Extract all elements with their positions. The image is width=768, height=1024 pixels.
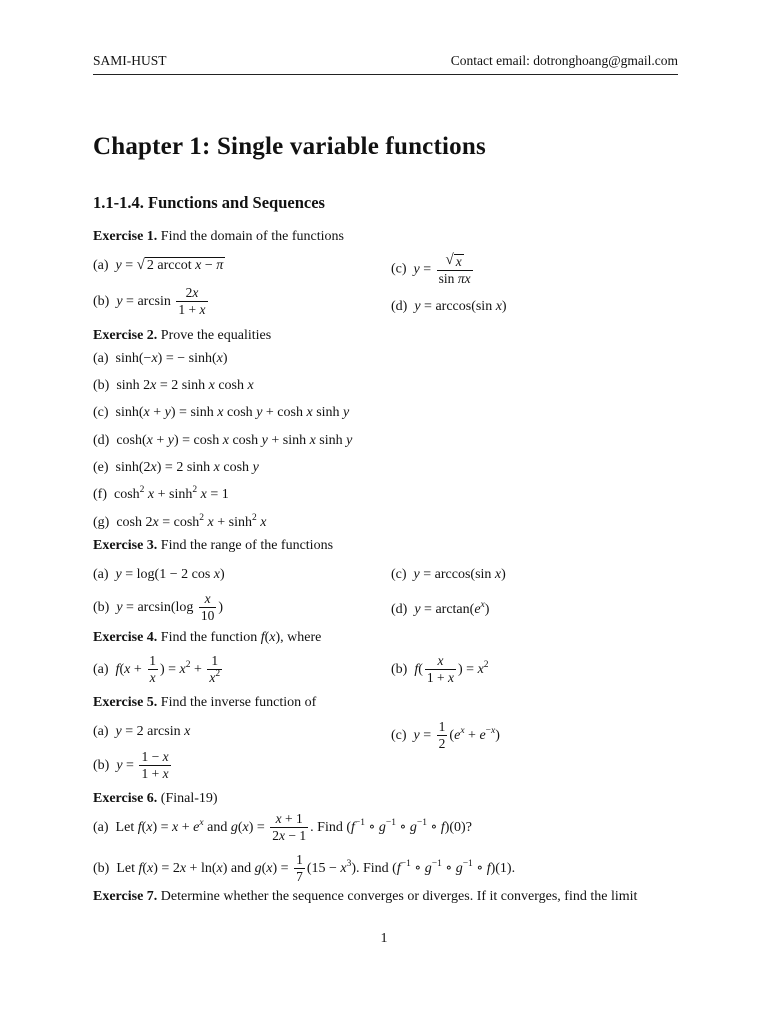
item-id: (a) xyxy=(93,661,109,677)
exercise-2-item-c xyxy=(93,405,349,421)
exercise-3-item-c xyxy=(391,567,506,583)
exercise-5-item-a xyxy=(93,724,190,740)
item-math: sinh(x + y) = sinh x cosh y + cosh x sinh y xyxy=(115,405,350,420)
exercise-1-heading xyxy=(93,229,344,245)
item-id: (a) xyxy=(93,258,109,273)
exercise-2-item-e xyxy=(93,460,259,476)
item-math: y = √ x sin πx xyxy=(413,252,471,286)
item-id: (d) xyxy=(93,433,110,448)
exercise-3-item-d xyxy=(391,602,489,618)
exercise-7-heading xyxy=(93,888,678,906)
exercise-3-heading xyxy=(93,538,333,554)
exercise-prompt: Prove the equalities xyxy=(160,328,272,343)
exercise-4-item-b xyxy=(391,654,489,685)
section-title: 1.1-1.4. Functions and Sequences xyxy=(93,193,325,212)
item-id: (c) xyxy=(93,405,109,420)
exercise-2-item-g xyxy=(93,515,266,531)
item-math: y = log(1 − 2 cos x) xyxy=(115,567,225,582)
item-math: y = 2 arcsin x xyxy=(115,724,191,739)
exercise-label: Exercise 2. xyxy=(93,328,158,343)
item-id: (a) xyxy=(93,351,109,366)
exercise-3-item-b xyxy=(93,592,223,623)
exercise-1-item-d xyxy=(391,299,507,315)
item-math: sinh(−x) = − sinh(x) xyxy=(115,351,228,366)
exercise-3-item-a xyxy=(93,567,225,583)
header-left: SAMI-HUST xyxy=(93,53,167,68)
exercise-prompt: Determine whether the sequence converges or diverges. If it converges, find the limit xyxy=(160,889,638,904)
item-id: (g) xyxy=(93,515,110,530)
item-math: y = arcsin(log $\frac{x}{10}$ ) xyxy=(116,591,224,624)
exercise-6-heading xyxy=(93,791,218,807)
item-math: y = √ 2 arccot x − π xyxy=(115,257,224,273)
item-id: (f) xyxy=(93,487,107,502)
item-id: (a) xyxy=(93,567,109,582)
item-math: y = arccos(sin x) xyxy=(414,299,507,314)
exercise-label: Exercise 5. xyxy=(93,695,158,710)
exercise-1-item-b xyxy=(93,286,210,317)
item-id: (c) xyxy=(391,261,407,277)
header-right: Contact email: dotronghoang@gmail.com xyxy=(450,53,678,68)
item-math: y = $\frac{1 - x}{1 + x}$ xyxy=(116,749,169,782)
header-rule xyxy=(93,74,678,75)
item-math: $\cosh 2x = \cosh^2 x + \sinh^2 x$ xyxy=(116,513,267,530)
exercise-1-item-c xyxy=(391,253,475,286)
item-id: (d) xyxy=(391,299,408,314)
item-math: y = $\frac{1}{2}$ $(e^x + e^{-x})$ xyxy=(413,719,500,752)
exercise-2-item-d xyxy=(93,433,352,449)
exercise-prompt: Find the range of the functions xyxy=(160,538,334,553)
item-id: (a) xyxy=(93,724,109,739)
item-id: (e) xyxy=(93,460,109,475)
item-id: (d) xyxy=(391,602,408,617)
exercise-4-heading xyxy=(93,630,321,646)
exercise-2-item-b xyxy=(93,378,254,394)
exercise-prompt: (Final-19) xyxy=(160,791,218,806)
item-math: y = arccos(sin x) xyxy=(413,567,506,582)
item-math: $y = \arctan(e^x)$ xyxy=(414,600,490,617)
item-id: (b) xyxy=(93,293,110,309)
item-math: Let f(x) = 2x + ln(x) and g(x) = $\frac{1}{7}$ $(15 - x^3)$. Find ($f^{-1}$ ∘ $g^{-1}$ ∘ $g^{-1}$ ∘ f)(1). xyxy=(116,852,516,885)
exercise-label: Exercise 4. xyxy=(93,630,158,645)
exercise-5-heading xyxy=(93,695,316,711)
item-id: (b) xyxy=(391,661,408,677)
chapter-title: Chapter 1: Single variable functions xyxy=(93,133,486,160)
exercise-label: Exercise 6. xyxy=(93,791,158,806)
item-math: Let $f(x) = x + e^x$ and g(x) = $\frac{x + 1}{2x - 1}$ . Find ($f^{-1}$ ∘ $g^{-1}$ ∘ $g^{-1}$ ∘ f)(0)? xyxy=(115,811,472,844)
exercise-5-item-c xyxy=(391,720,500,751)
item-math: $\cosh^2 x + \sinh^2 x = 1$ xyxy=(114,485,229,502)
item-id: (b) xyxy=(93,599,110,615)
item-math: y = arcsin $\frac{2x}{1 + x}$ xyxy=(116,285,206,318)
item-math: f( $\frac{x}{1 + x}$ ) = $x^2$ xyxy=(414,653,489,686)
item-math: f(x + $\frac{1}{x}$ ) = $x^2$ + $\frac{1}{x^2}$ xyxy=(115,653,221,686)
exercise-5-item-b xyxy=(93,750,173,781)
item-id: (c) xyxy=(391,567,407,582)
page-number: 1 xyxy=(380,931,388,946)
item-id: (b) xyxy=(93,757,110,773)
item-id: (a) xyxy=(93,819,109,835)
exercise-2-item-a xyxy=(93,351,228,367)
exercise-prompt: Find the domain of the functions xyxy=(160,229,344,244)
item-math: sinh 2x = 2 sinh x cosh x xyxy=(116,378,254,393)
item-math: cosh(x + y) = cosh x cosh y + sinh x sinh y xyxy=(116,433,353,448)
exercise-label: Exercise 1. xyxy=(93,229,158,244)
exercise-2-heading xyxy=(93,328,271,344)
exercise-2-item-f xyxy=(93,487,229,503)
exercise-6-item-b xyxy=(93,853,515,884)
item-id: (b) xyxy=(93,378,110,393)
item-id: (b) xyxy=(93,860,110,876)
item-id: (c) xyxy=(391,727,407,743)
exercise-1-item-a xyxy=(93,257,225,274)
exercise-prompt: Find the inverse function of xyxy=(160,695,317,710)
exercise-4-item-a xyxy=(93,654,224,685)
exercise-6-item-a xyxy=(93,812,472,843)
exercise-label: Exercise 7. xyxy=(93,889,158,904)
exercise-label: Exercise 3. xyxy=(93,538,158,553)
exercise-prompt: Find the function f(x), where xyxy=(160,630,322,645)
item-math: sinh(2x) = 2 sinh x cosh y xyxy=(115,460,259,475)
